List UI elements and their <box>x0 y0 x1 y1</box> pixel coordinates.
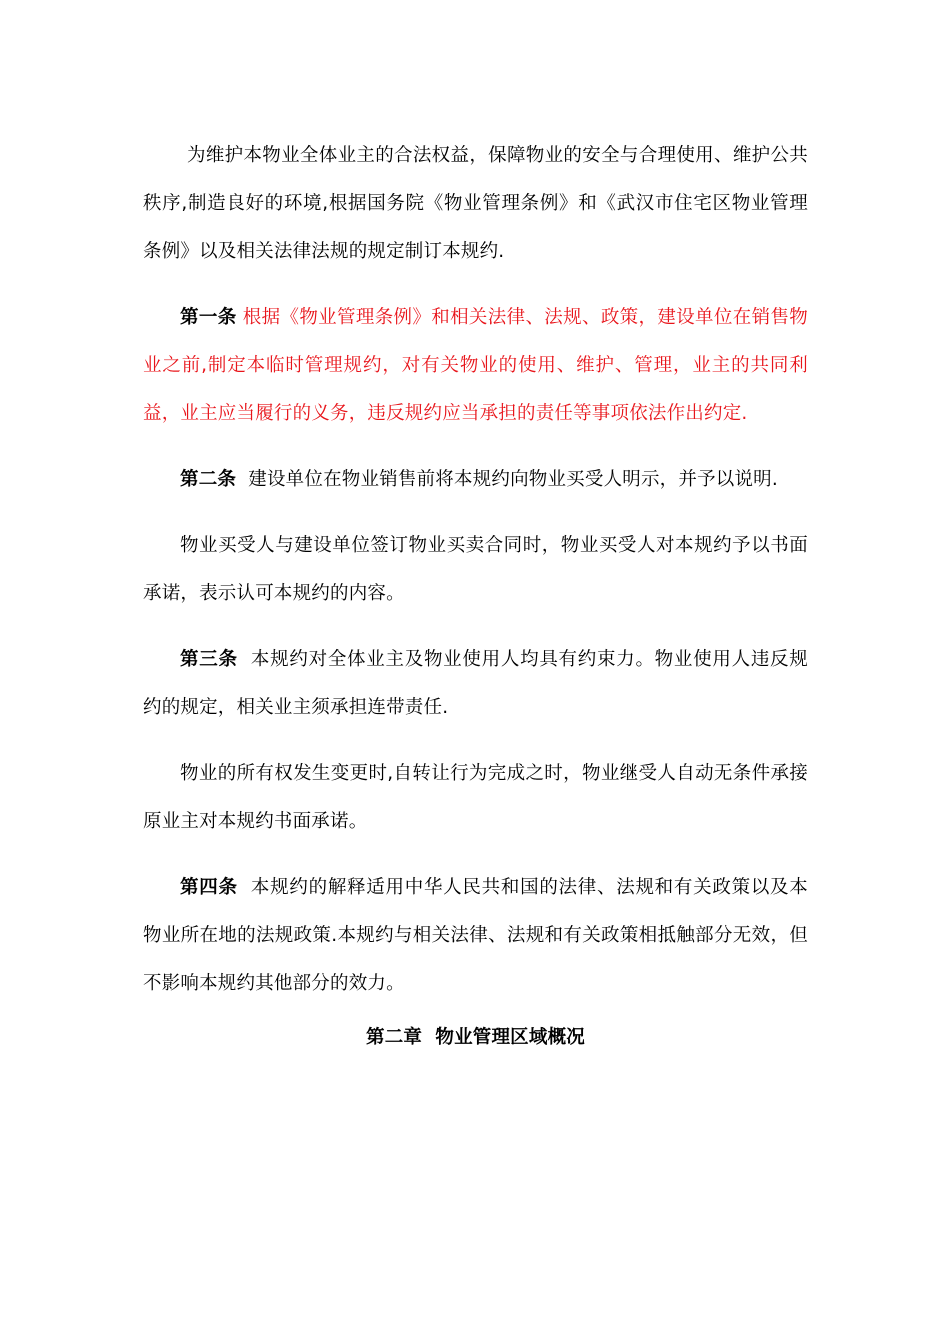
article-1-paragraph <box>143 294 808 438</box>
article-2-second-paragraph <box>143 522 808 618</box>
article-1-text: 根据《物业管理条例》和相关法律、法规、政策，建设单位在销售物业之前,制定本临时管理规约，对有关物业的使用、维护、管理，业主的共同利益，业主应当履行的义务，违反规约应当承担的责任等事项依法作出约定. <box>143 307 808 424</box>
article-2-paragraph <box>143 456 808 504</box>
article-2-label: 第二条 <box>180 469 237 490</box>
article-2-text: 建设单位在物业销售前将本规约向物业买受人明示，并予以说明. <box>248 469 778 490</box>
intro-text: 为维护本物业全体业主的合法权益，保障物业的安全与合理使用、维护公共秩序,制造良好的环境,根据国务院《物业管理条例》和《武汉市住宅区物业管理条例》以及相关法律法规的规定制订本规约. <box>143 145 808 262</box>
article-3-second-paragraph <box>143 750 808 846</box>
chapter-2-heading <box>143 1014 808 1062</box>
intro-paragraph <box>143 132 808 276</box>
paragraph-gap <box>143 846 808 864</box>
paragraph-gap <box>143 438 808 456</box>
paragraph-gap <box>143 618 808 636</box>
article-1-label: 第一条 <box>180 307 237 328</box>
paragraph-gap <box>143 504 808 522</box>
article-3-label: 第三条 <box>180 649 238 670</box>
paragraph-gap <box>143 732 808 750</box>
article-4-text: 本规约的解释适用中华人民共和国的法律、法规和有关政策以及本物业所在地的法规政策.本规约与相关法律、法规和有关政策相抵触部分无效，但不影响本规约其他部分的效力。 <box>143 877 808 994</box>
article-3-second-text: 物业的所有权发生变更时,自转让行为完成之时，物业继受人自动无条件承接原业主对本规约书面承诺。 <box>143 763 808 832</box>
article-4-paragraph <box>143 864 808 1008</box>
article-3-text: 本规约对全体业主及物业使用人均具有约束力。物业使用人违反规约的规定，相关业主须承担连带责任. <box>143 649 808 718</box>
chapter-2-heading-text: 第二章 物业管理区域概况 <box>366 1027 585 1048</box>
article-2-second-text: 物业买受人与建设单位签订物业买卖合同时，物业买受人对本规约予以书面承诺，表示认可本规约的内容。 <box>143 535 808 604</box>
document-body <box>143 132 808 1062</box>
article-4-label: 第四条 <box>180 877 238 898</box>
paragraph-gap <box>143 276 808 294</box>
article-3-paragraph <box>143 636 808 732</box>
